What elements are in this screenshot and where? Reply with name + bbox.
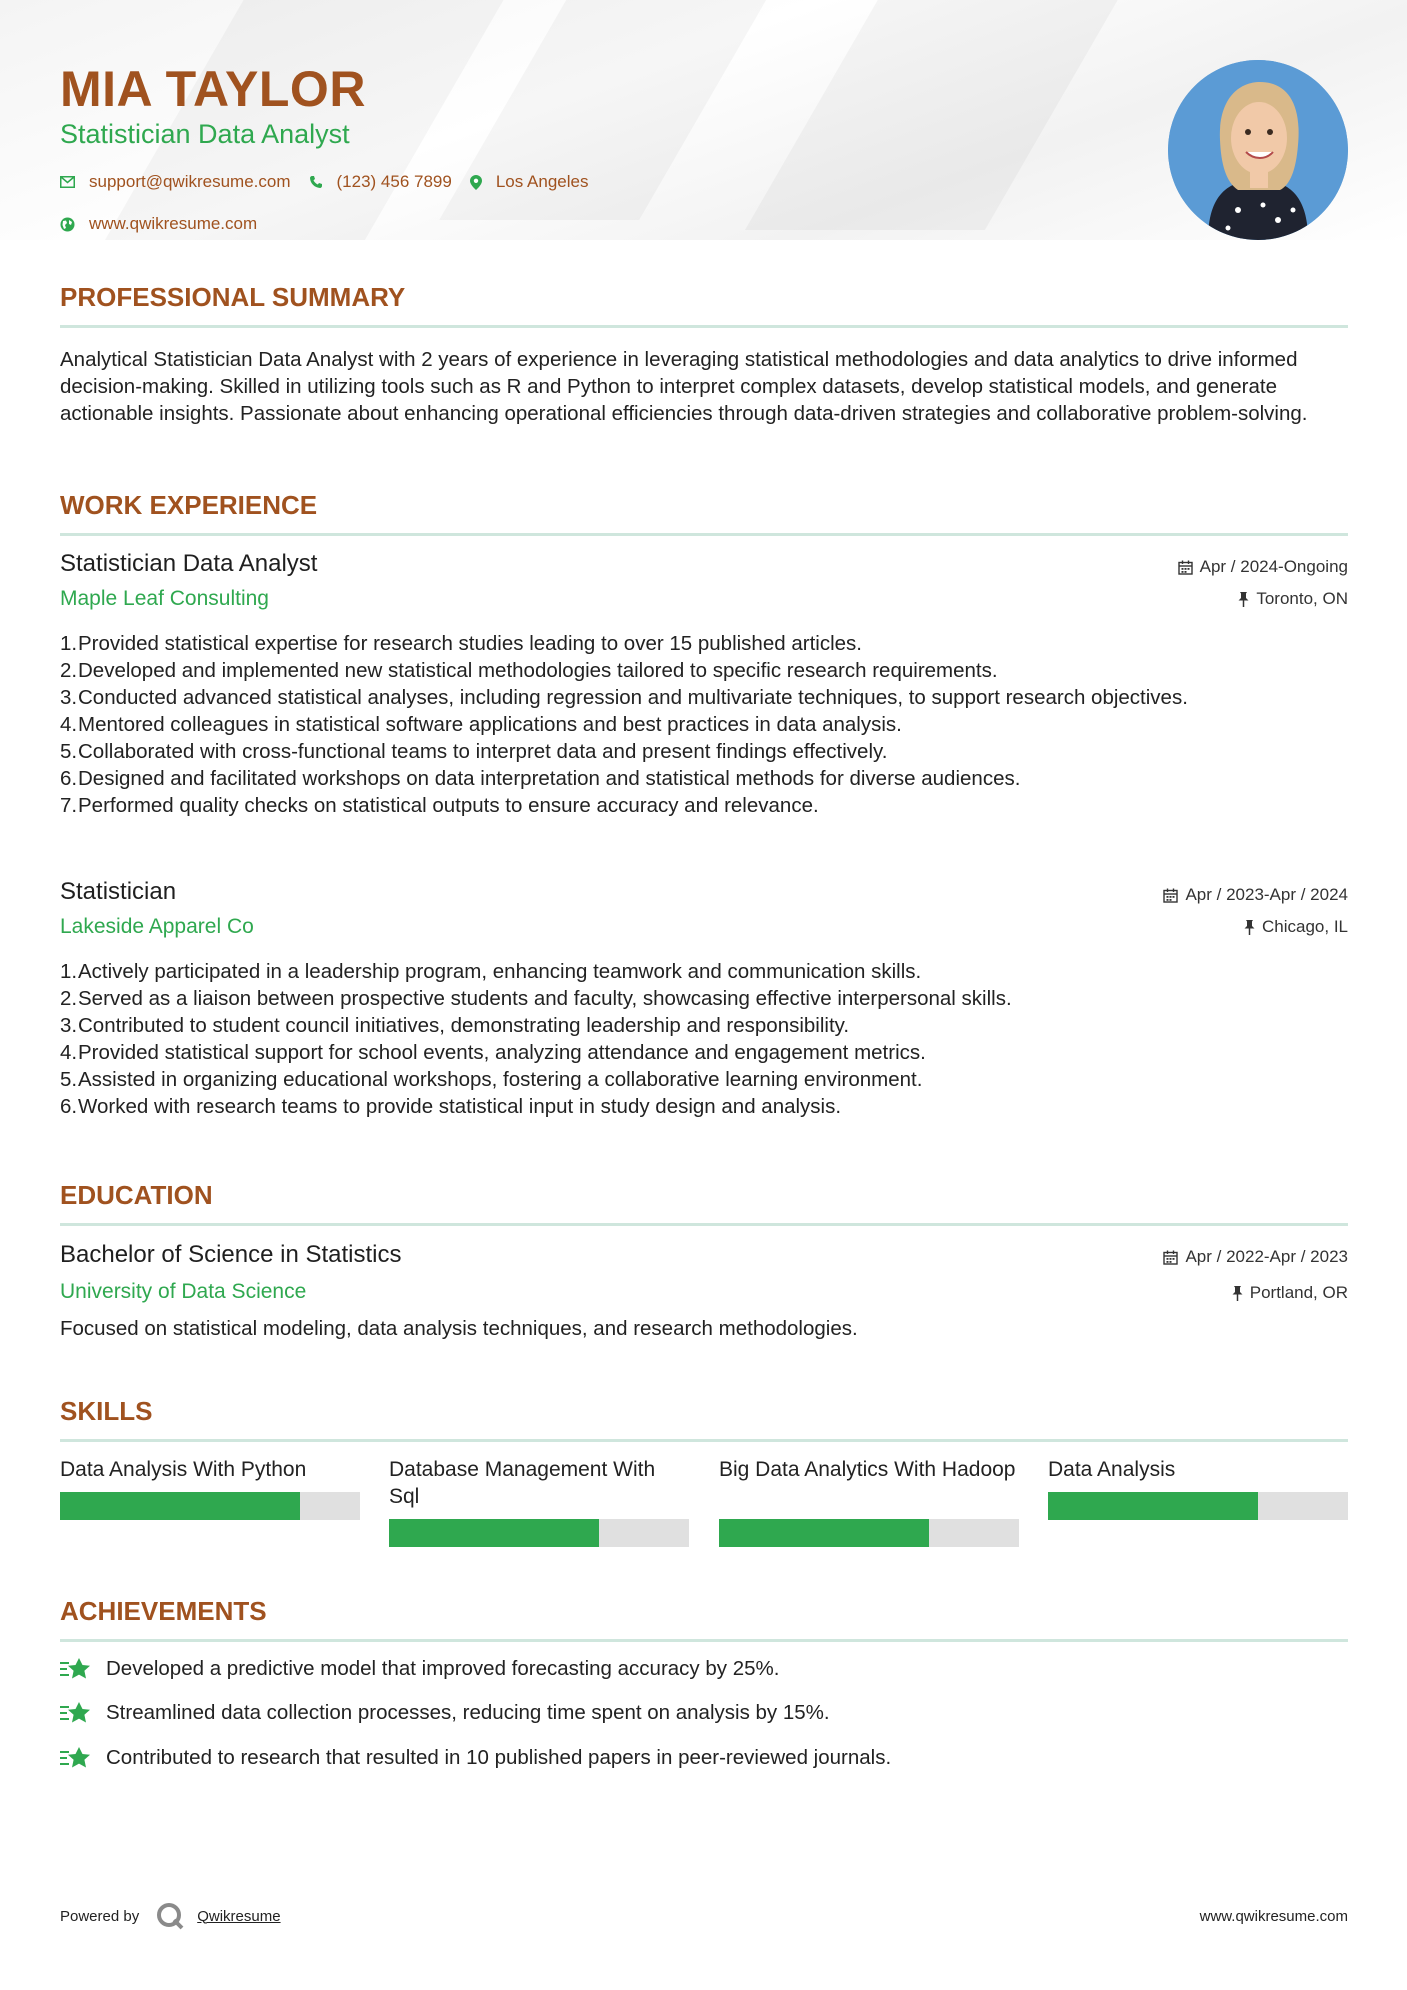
job-dates-text: Apr / 2024-Ongoing bbox=[1199, 557, 1348, 576]
job-bullet: Served as a liaison between prospective students and faculty, showcasing effective interpersonal skills. bbox=[78, 987, 1012, 1010]
job-title: Statistician Data Analyst bbox=[60, 550, 318, 577]
job-bullets bbox=[60, 630, 1348, 819]
contact-location bbox=[470, 172, 589, 192]
skill-bar-fill bbox=[719, 1519, 929, 1547]
education-location-text: Portland, OR bbox=[1249, 1283, 1348, 1302]
job-dates-text: Apr / 2023-Apr / 2024 bbox=[1185, 885, 1348, 904]
skill-item bbox=[719, 1456, 1019, 1483]
job-company: Lakeside Apparel Co bbox=[60, 915, 254, 938]
candidate-name: MIA TAYLOR bbox=[60, 61, 366, 117]
job-bullet: Developed and implemented new statistical methodologies tailored to specific research requirements. bbox=[78, 659, 998, 682]
skill-item bbox=[60, 1456, 360, 1483]
job-bullet: Actively participated in a leadership program, enhancing teamwork and communication skills. bbox=[78, 960, 922, 983]
skill-bar bbox=[1048, 1492, 1348, 1520]
achievement-item bbox=[60, 1656, 779, 1682]
job-bullet: Collaborated with cross-functional teams to interpret data and present findings effectively. bbox=[78, 740, 888, 763]
job-bullet: Provided statistical support for school events, analyzing attendance and engagement metrics. bbox=[78, 1041, 926, 1064]
email-text: support@qwikresume.com bbox=[89, 172, 291, 191]
phone-text: (123) 456 7899 bbox=[336, 172, 452, 191]
achievement-text: Contributed to research that resulted in 10 published papers in peer-reviewed journals. bbox=[106, 1746, 892, 1769]
job-title: Statistician bbox=[60, 878, 177, 905]
website-row bbox=[60, 214, 275, 234]
footer bbox=[60, 1900, 1348, 1940]
calendar-icon bbox=[1163, 888, 1178, 903]
contact-email[interactable] bbox=[60, 172, 291, 192]
pushpin-icon bbox=[1238, 592, 1249, 607]
qwikresume-link[interactable]: Qwikresume bbox=[197, 1907, 281, 1925]
job-company: Maple Leaf Consulting bbox=[60, 587, 269, 610]
achievement-text: Developed a predictive model that improved forecasting accuracy by 25%. bbox=[106, 1657, 780, 1680]
education-section bbox=[60, 1180, 1348, 1340]
skill-bar bbox=[389, 1519, 689, 1547]
skill-name: Data Analysis With Python bbox=[60, 1458, 307, 1481]
skill-bar-fill bbox=[60, 1492, 300, 1520]
job-bullet: Mentored colleagues in statistical software applications and best practices in data analysis. bbox=[78, 713, 902, 736]
calendar-icon bbox=[1178, 560, 1193, 575]
summary-section bbox=[60, 282, 1348, 427]
envelope-icon bbox=[60, 176, 75, 188]
map-pin-icon bbox=[470, 175, 482, 190]
candidate-title: Statistician Data Analyst bbox=[60, 119, 350, 149]
website-text: www.qwikresume.com bbox=[89, 214, 258, 233]
achievement-item bbox=[60, 1745, 891, 1771]
skill-name: Data Analysis bbox=[1048, 1458, 1176, 1481]
education-description: Focused on statistical modeling, data analysis techniques, and research methodologies. bbox=[60, 1317, 858, 1340]
experience-heading: WORK EXPERIENCE bbox=[60, 490, 1348, 536]
skill-name: Big Data Analytics With Hadoop bbox=[719, 1458, 1016, 1481]
job-location bbox=[1244, 917, 1348, 937]
skill-bar-fill bbox=[389, 1519, 599, 1547]
job-bullet: Conducted advanced statistical analyses, including regression and multivariate techniques, to support research objectives. bbox=[78, 686, 1188, 709]
achievement-text: Streamlined data collection processes, reducing time spent on analysis by 15%. bbox=[106, 1701, 830, 1724]
contact-phone[interactable] bbox=[309, 172, 452, 192]
job-bullet: Provided statistical expertise for research studies leading to over 15 published articles. bbox=[78, 632, 862, 655]
school-name: University of Data Science bbox=[60, 1280, 307, 1303]
star-badge-icon bbox=[60, 1745, 92, 1771]
job-bullet: Assisted in organizing educational workshops, fostering a collaborative learning environment. bbox=[78, 1068, 923, 1091]
footer-url[interactable]: www.qwikresume.com bbox=[1199, 1907, 1348, 1925]
skills-grid bbox=[60, 1456, 1348, 1556]
job-location-text: Toronto, ON bbox=[1256, 589, 1348, 608]
skill-name: Database Management With Sql bbox=[389, 1458, 656, 1508]
portrait-illustration bbox=[1168, 60, 1348, 240]
star-badge-icon bbox=[60, 1656, 92, 1682]
summary-text: Analytical Statistician Data Analyst with 2 years of experience in leveraging statistical methodologies and data analytics to drive informed decision-making. Skilled in utilizing tools such as R and Python to interpret complex datasets, develop statistical models, and generate actionable insights. Passionate about enhancing operational efficiencies through data-driven strategies and collaborative problem-solving. bbox=[60, 348, 1308, 425]
calendar-icon bbox=[1163, 1250, 1178, 1265]
skill-bar bbox=[719, 1519, 1019, 1547]
globe-icon bbox=[60, 217, 75, 232]
pushpin-icon bbox=[1232, 1286, 1243, 1301]
job-bullet: Worked with research teams to provide statistical input in study design and analysis. bbox=[78, 1095, 842, 1118]
skill-bar-fill bbox=[1048, 1492, 1258, 1520]
pushpin-icon bbox=[1244, 920, 1255, 935]
achievements-heading: ACHIEVEMENTS bbox=[60, 1596, 1348, 1642]
skill-bar bbox=[60, 1492, 360, 1520]
education-dates-text: Apr / 2022-Apr / 2023 bbox=[1185, 1247, 1348, 1266]
education-heading: EDUCATION bbox=[60, 1180, 1348, 1226]
job-bullets bbox=[60, 958, 1348, 1120]
summary-heading: PROFESSIONAL SUMMARY bbox=[60, 282, 1348, 328]
location-text: Los Angeles bbox=[495, 172, 589, 191]
skill-item bbox=[1048, 1456, 1348, 1483]
profile-photo bbox=[1168, 60, 1348, 240]
skills-heading: SKILLS bbox=[60, 1396, 1348, 1442]
phone-icon bbox=[309, 175, 323, 189]
job-bullet: Performed quality checks on statistical outputs to ensure accuracy and relevance. bbox=[78, 794, 819, 817]
education-location bbox=[1232, 1283, 1348, 1303]
contact-row bbox=[60, 172, 606, 192]
job-dates bbox=[1178, 557, 1348, 577]
skill-item bbox=[389, 1456, 689, 1510]
star-badge-icon bbox=[60, 1700, 92, 1726]
achievements-section bbox=[60, 1596, 1348, 1786]
job-bullet: Designed and facilitated workshops on data interpretation and statistical methods for diverse audiences. bbox=[78, 767, 1021, 790]
degree-title: Bachelor of Science in Statistics bbox=[60, 1241, 402, 1268]
contact-website[interactable] bbox=[60, 214, 257, 234]
qwikresume-logo-icon bbox=[155, 1901, 185, 1931]
powered-by bbox=[60, 1900, 281, 1932]
job-bullet: Contributed to student council initiatives, demonstrating leadership and responsibility. bbox=[78, 1014, 850, 1037]
job-dates bbox=[1163, 885, 1348, 905]
education-dates bbox=[1163, 1247, 1348, 1267]
powered-by-label: Powered by bbox=[60, 1907, 140, 1925]
job-location-text: Chicago, IL bbox=[1262, 917, 1348, 936]
achievement-item bbox=[60, 1700, 830, 1726]
job-location bbox=[1238, 589, 1348, 609]
skills-section bbox=[60, 1396, 1348, 1556]
experience-section bbox=[60, 490, 1348, 1130]
